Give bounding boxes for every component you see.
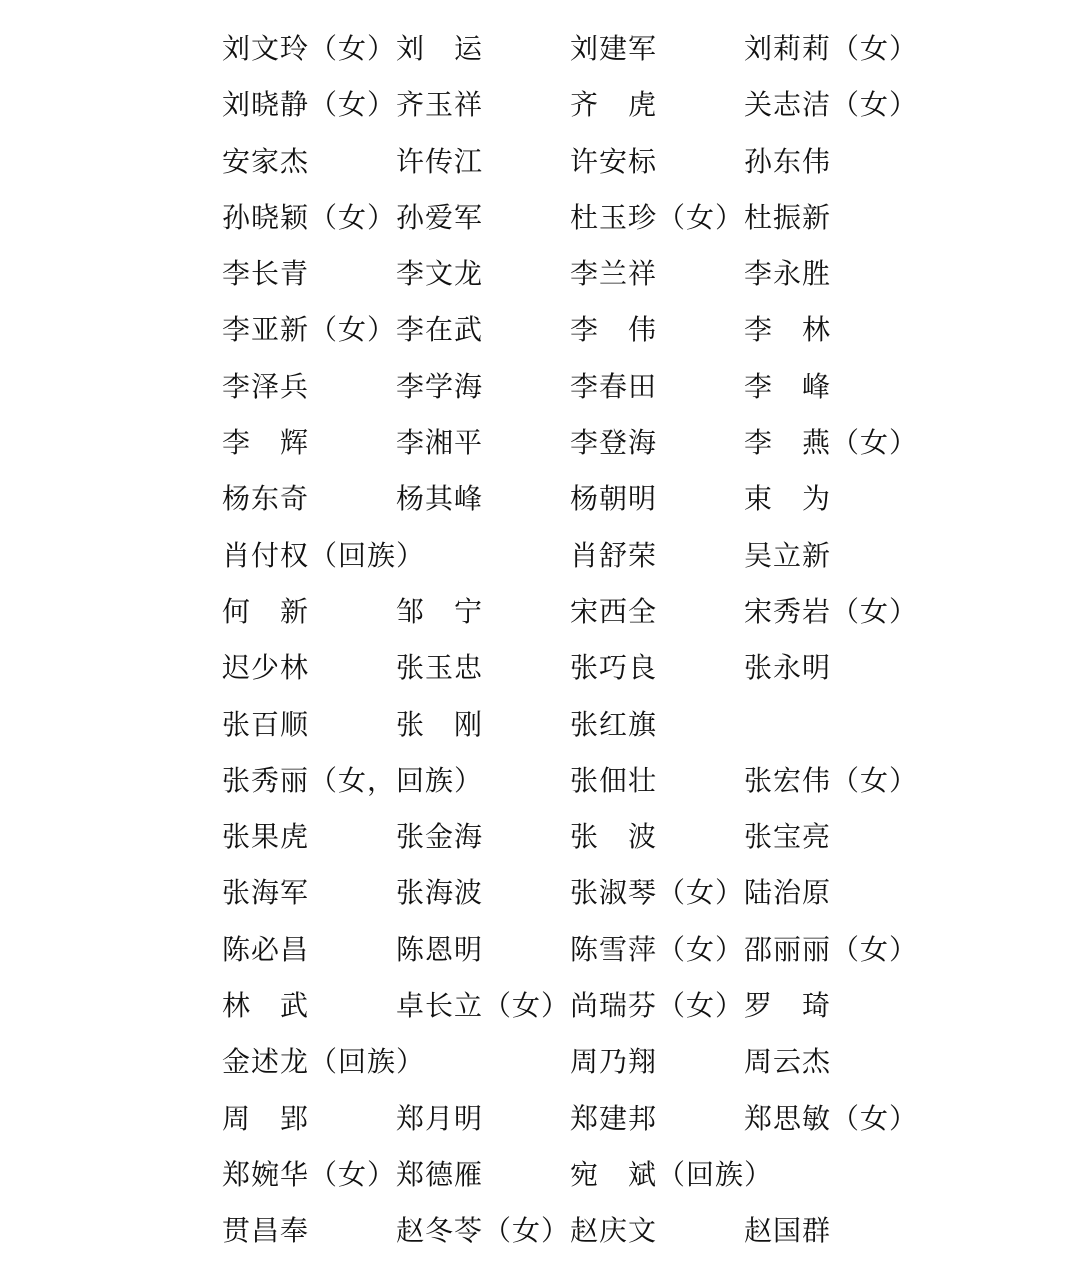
name-entry: 张果虎 — [222, 820, 310, 854]
name-entry: 刘建军 — [570, 32, 658, 65]
name-entry: 陆治原 — [744, 876, 832, 910]
name-entry: 孙东伟 — [744, 144, 832, 178]
name-entry: 束 为 — [744, 482, 832, 516]
name-entry: 肖付权（回族） — [222, 538, 426, 572]
name-entry: 刘 运 — [396, 32, 484, 65]
name-entry: 贯昌奉 — [222, 1214, 310, 1248]
name-entry: 罗 琦 — [744, 989, 832, 1023]
name-row — [222, 77, 942, 133]
name-row — [222, 471, 942, 527]
name-row — [222, 865, 942, 921]
name-entry: 陈恩明 — [396, 932, 484, 966]
name-entry: 李学海 — [396, 369, 484, 403]
name-row — [222, 190, 942, 246]
name-entry: 李湘平 — [396, 426, 484, 460]
name-entry: 赵国群 — [744, 1214, 832, 1248]
name-entry: 郑建邦 — [570, 1101, 658, 1135]
name-entry: 张 波 — [570, 820, 658, 854]
name-entry: 卓长立（女） — [396, 989, 571, 1023]
name-entry: 张海波 — [396, 876, 484, 910]
name-entry: 张佃壮 — [570, 763, 658, 797]
name-row — [222, 246, 942, 302]
name-row — [222, 640, 942, 696]
name-row — [222, 753, 942, 809]
name-entry: 李泽兵 — [222, 369, 310, 403]
name-entry: 陈必昌 — [222, 932, 310, 966]
name-entry: 张宏伟（女） — [744, 763, 919, 797]
name-entry: 刘晓静（女） — [222, 88, 397, 122]
name-entry: 林 武 — [222, 989, 310, 1023]
name-entry: 郑月明 — [396, 1101, 484, 1135]
name-entry: 何 新 — [222, 594, 310, 628]
name-entry: 邵丽丽（女） — [744, 932, 919, 966]
name-entry: 张 刚 — [396, 707, 484, 741]
name-entry: 刘文玲（女） — [222, 32, 397, 65]
name-entry: 杜振新 — [744, 200, 832, 234]
name-entry: 宛 斌（回族） — [570, 1157, 774, 1191]
name-entry: 宋西全 — [570, 594, 658, 628]
name-row — [222, 697, 942, 753]
name-row — [222, 359, 942, 415]
name-entry: 齐玉祥 — [396, 88, 484, 122]
name-row — [222, 21, 942, 77]
name-entry: 宋秀岩（女） — [744, 594, 919, 628]
name-entry: 张海军 — [222, 876, 310, 910]
name-entry: 迟少林 — [222, 651, 310, 685]
name-entry: 李 林 — [744, 313, 832, 347]
name-entry: 李在武 — [396, 313, 484, 347]
name-entry: 李长青 — [222, 257, 310, 291]
name-row — [222, 1034, 942, 1090]
name-entry: 孙爱军 — [396, 200, 484, 234]
name-entry: 李亚新（女） — [222, 313, 397, 347]
name-entry: 关志洁（女） — [744, 88, 919, 122]
name-entry: 李春田 — [570, 369, 658, 403]
name-entry: 刘莉莉（女） — [744, 32, 919, 65]
name-entry: 杨其峰 — [396, 482, 484, 516]
name-entry: 张金海 — [396, 820, 484, 854]
name-entry: 李永胜 — [744, 257, 832, 291]
name-entry: 赵庆文 — [570, 1214, 658, 1248]
name-entry: 张永明 — [744, 651, 832, 685]
name-entry: 李文龙 — [396, 257, 484, 291]
name-row — [222, 528, 942, 584]
name-entry: 肖舒荣 — [570, 538, 658, 572]
name-entry: 吴立新 — [744, 538, 832, 572]
name-entry: 郑婉华（女） — [222, 1157, 397, 1191]
name-entry: 张百顺 — [222, 707, 310, 741]
name-entry: 陈雪萍（女） — [570, 932, 745, 966]
name-row — [222, 1203, 942, 1259]
name-entry: 李 峰 — [744, 369, 832, 403]
name-entry: 金述龙（回族） — [222, 1045, 426, 1079]
name-entry: 许安标 — [570, 144, 658, 178]
name-entry: 李 燕（女） — [744, 426, 919, 460]
name-entry: 周 郢 — [222, 1101, 310, 1135]
name-entry: 杜玉珍（女） — [570, 200, 745, 234]
name-entry: 张玉忠 — [396, 651, 484, 685]
name-entry: 李 伟 — [570, 313, 658, 347]
name-entry: 张红旗 — [570, 707, 658, 741]
name-entry: 张秀丽（女，回族） — [222, 763, 484, 797]
name-entry: 张宝亮 — [744, 820, 832, 854]
name-entry: 齐 虎 — [570, 88, 658, 122]
name-entry: 郑思敏（女） — [744, 1101, 919, 1135]
name-entry: 李 辉 — [222, 426, 310, 460]
name-row — [222, 809, 942, 865]
name-entry: 李兰祥 — [570, 257, 658, 291]
name-row — [222, 922, 942, 978]
name-row — [222, 415, 942, 471]
name-row — [222, 1091, 942, 1147]
name-entry: 杨朝明 — [570, 482, 658, 516]
name-list — [222, 21, 942, 1260]
name-row — [222, 302, 942, 358]
name-entry: 周云杰 — [744, 1045, 832, 1079]
name-entry: 郑德雁 — [396, 1157, 484, 1191]
name-entry: 李登海 — [570, 426, 658, 460]
name-entry: 张淑琴（女） — [570, 876, 745, 910]
name-entry: 周乃翔 — [570, 1045, 658, 1079]
name-row — [222, 978, 942, 1034]
name-entry: 张巧良 — [570, 651, 658, 685]
name-row — [222, 134, 942, 190]
name-row — [222, 1147, 942, 1203]
name-entry: 孙晓颖（女） — [222, 200, 397, 234]
name-entry: 邹 宁 — [396, 594, 484, 628]
name-entry: 尚瑞芬（女） — [570, 989, 745, 1023]
name-entry: 赵冬苓（女） — [396, 1214, 571, 1248]
name-row — [222, 584, 942, 640]
name-entry: 安家杰 — [222, 144, 310, 178]
name-entry: 许传江 — [396, 144, 484, 178]
name-entry: 杨东奇 — [222, 482, 310, 516]
